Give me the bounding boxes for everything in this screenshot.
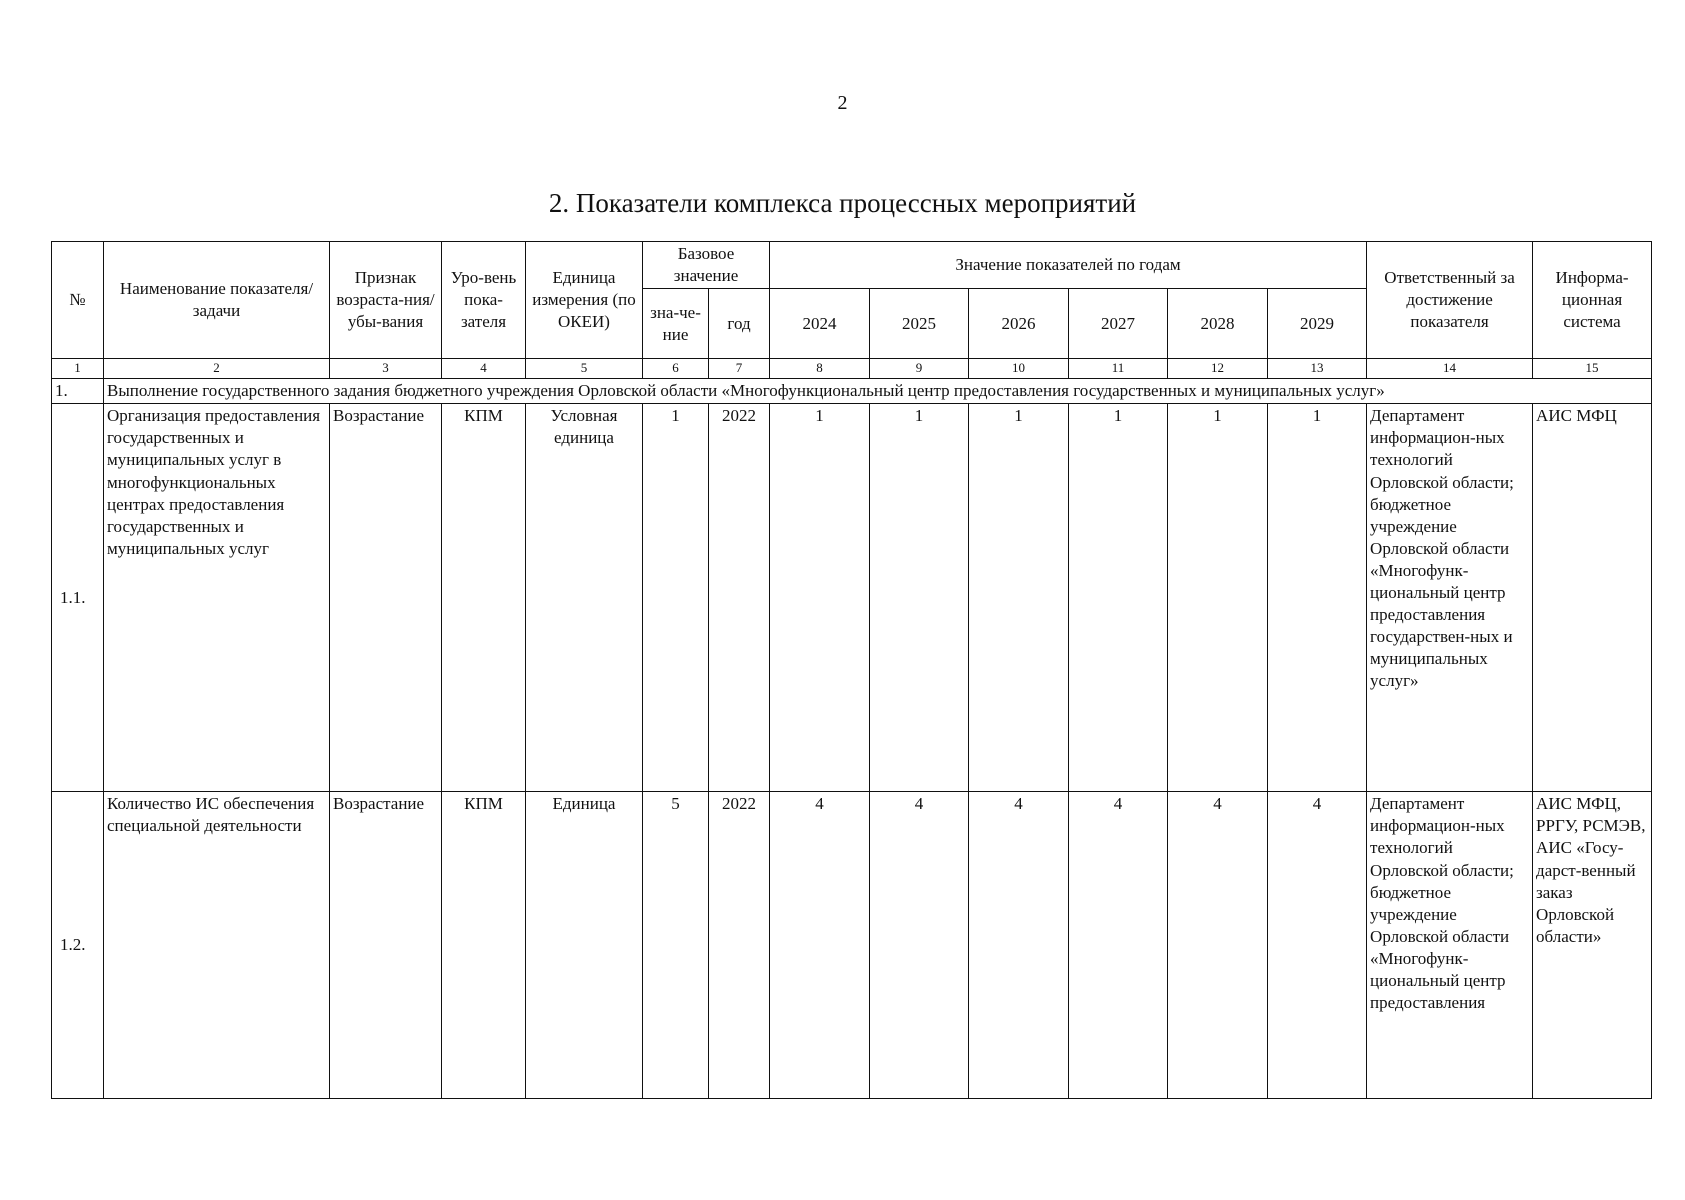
column-number: 4 (442, 359, 526, 379)
responsible: Департамент информацион-ных технологий Орловской области; бюджетное учреждение Орловской области «Многофунк-циональный центр предоставления государствен-ных и муниципальных услуг» (1367, 404, 1533, 792)
row-number: 1.2. (52, 792, 104, 1099)
column-number: 1 (52, 359, 104, 379)
column-number-row (52, 359, 1652, 379)
header-num: № (52, 242, 104, 359)
base-value: 5 (643, 792, 709, 1099)
indicator-name: Количество ИС обеспечения специальной деятельности (104, 792, 330, 1099)
section-row (52, 379, 1652, 404)
base-year: 2022 (709, 404, 770, 792)
column-number: 9 (870, 359, 969, 379)
column-number: 2 (104, 359, 330, 379)
indicator-name: Организация предоставления государственных и муниципальных услуг в многофункциональных центрах предоставления государственных и муниципальных услуг (104, 404, 330, 792)
section-number: 1. (52, 379, 104, 404)
value-2029: 1 (1268, 404, 1367, 792)
level: КПМ (442, 404, 526, 792)
indicators-table (51, 241, 1652, 1099)
column-number: 12 (1168, 359, 1268, 379)
base-value: 1 (643, 404, 709, 792)
value-2028: 1 (1168, 404, 1268, 792)
header-year-2029: 2029 (1268, 289, 1367, 359)
header-base: Базовое значение (643, 242, 770, 289)
header-level: Уро-вень пока-зателя (442, 242, 526, 359)
header-base-year: год (709, 289, 770, 359)
header-responsible: Ответственный за достижение показателя (1367, 242, 1533, 359)
responsible: Департамент информацион-ных технологий Орловской области; бюджетное учреждение Орловской области «Многофунк-циональный центр предоставления (1367, 792, 1533, 1099)
trend: Возрастание (330, 404, 442, 792)
base-year: 2022 (709, 792, 770, 1099)
header-year-2026: 2026 (969, 289, 1069, 359)
info-system: АИС МФЦ, РРГУ, РСМЭВ, АИС «Госу-дарст-венный заказ Орловской области» (1533, 792, 1652, 1099)
header-trend: Признак возраста-ния/убы-вания (330, 242, 442, 359)
section-title: Выполнение государственного задания бюджетного учреждения Орловской области «Многофункциональный центр предоставления государственных и муниципальных услуг» (104, 379, 1652, 404)
header-years-group: Значение показателей по годам (770, 242, 1367, 289)
column-number: 3 (330, 359, 442, 379)
value-2024: 1 (770, 404, 870, 792)
column-number: 6 (643, 359, 709, 379)
info-system: АИС МФЦ (1533, 404, 1652, 792)
table-row (52, 404, 1652, 792)
page-number: 2 (837, 92, 848, 114)
column-number: 14 (1367, 359, 1533, 379)
header-unit: Единица измерения (по ОКЕИ) (526, 242, 643, 359)
value-2025: 1 (870, 404, 969, 792)
value-2025: 4 (870, 792, 969, 1099)
column-number: 5 (526, 359, 643, 379)
header-year-2027: 2027 (1069, 289, 1168, 359)
value-2029: 4 (1268, 792, 1367, 1099)
value-2028: 4 (1168, 792, 1268, 1099)
unit: Условная единица (526, 404, 643, 792)
value-2027: 4 (1069, 792, 1168, 1099)
header-year-2028: 2028 (1168, 289, 1268, 359)
column-number: 10 (969, 359, 1069, 379)
unit: Единица (526, 792, 643, 1099)
document-title: 2. Показатели комплекса процессных мероприятий (548, 188, 1137, 218)
table-row (52, 792, 1652, 1099)
value-2027: 1 (1069, 404, 1168, 792)
column-number: 8 (770, 359, 870, 379)
trend: Возрастание (330, 792, 442, 1099)
level: КПМ (442, 792, 526, 1099)
header-year-2024: 2024 (770, 289, 870, 359)
row-number: 1.1. (52, 404, 104, 792)
header-name: Наименование показателя/задачи (104, 242, 330, 359)
value-2026: 4 (969, 792, 1069, 1099)
header-base-value: зна-че-ние (643, 289, 709, 359)
column-number: 13 (1268, 359, 1367, 379)
column-number: 11 (1069, 359, 1168, 379)
header-row-top (52, 242, 1652, 289)
column-number: 15 (1533, 359, 1652, 379)
value-2026: 1 (969, 404, 1069, 792)
value-2024: 4 (770, 792, 870, 1099)
header-year-2025: 2025 (870, 289, 969, 359)
header-info-system: Информа-ционная система (1533, 242, 1652, 359)
column-number: 7 (709, 359, 770, 379)
